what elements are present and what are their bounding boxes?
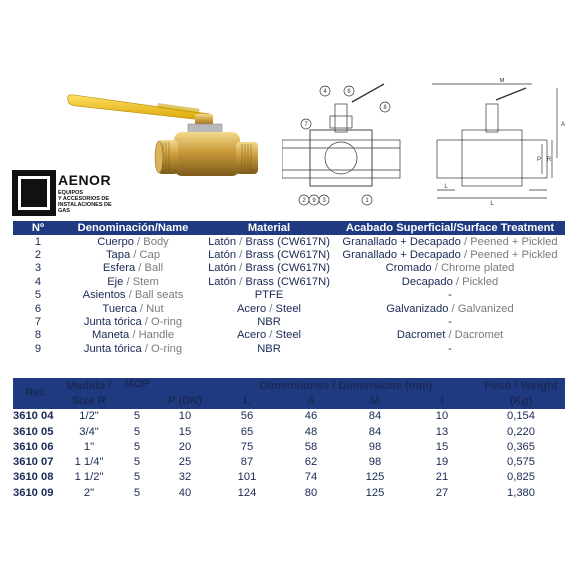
slash-separator: /	[129, 329, 139, 342]
material-es: Latón	[208, 235, 237, 248]
cell-M: 98	[368, 456, 382, 469]
part-name-en: Nut	[146, 302, 164, 315]
part-name-es: Eje	[107, 275, 124, 288]
cell-weight: 0,575	[507, 456, 535, 469]
part-name-es: Cuerpo	[97, 235, 134, 248]
cell-weight: 0,154	[507, 410, 535, 423]
cell-ref: 3610 05	[13, 425, 54, 438]
finish-en: Galvanized	[457, 302, 514, 315]
finish-es: Galvanizado	[386, 302, 449, 315]
finish-es: -	[448, 289, 452, 302]
cell-A: 58	[304, 440, 318, 453]
finish-es: -	[448, 316, 452, 329]
technical-drawing	[282, 78, 567, 208]
material-es: PTFE	[254, 289, 284, 302]
cell-l: 10	[435, 410, 449, 423]
header-l: l	[440, 394, 444, 407]
cell-M: 125	[365, 486, 385, 499]
cell-mop: 5	[133, 471, 141, 484]
cell-dn: 32	[178, 471, 192, 484]
cell-weight: 0,365	[507, 440, 535, 453]
row-number: 9	[34, 342, 42, 355]
part-name-es: Tapa	[105, 249, 131, 262]
material-en: Brass (CW617N)	[245, 262, 330, 275]
outline-view	[432, 78, 565, 207]
cell-A: 48	[304, 425, 318, 438]
slash-separator: /	[460, 249, 471, 262]
cell-mop: 5	[133, 456, 141, 469]
material-es: NBR	[257, 316, 281, 329]
cell-dn: 15	[178, 425, 192, 438]
slash-separator: /	[431, 262, 441, 275]
header-weight-2: (Kg)	[509, 394, 533, 407]
table-row	[13, 409, 565, 424]
svg-text:6: 6	[347, 89, 351, 95]
part-name-en: O-ring	[151, 342, 183, 355]
cell-M: 98	[368, 440, 382, 453]
cell-size: 1 1/4"	[74, 456, 104, 469]
part-name-en: Ball	[144, 262, 164, 275]
row-number: 7	[34, 316, 42, 329]
cell-weight: 1,380	[507, 486, 535, 499]
table-row	[13, 302, 565, 315]
materials-table-body	[13, 235, 565, 356]
finish-en: Dacromet	[454, 329, 504, 342]
svg-text:A: A	[560, 122, 566, 128]
part-name-es: Junta tórica	[83, 316, 142, 329]
logo-brand: AENOR	[58, 172, 112, 188]
slash-separator: /	[136, 302, 147, 315]
svg-text:8: 8	[383, 105, 387, 111]
table-row	[13, 315, 565, 328]
part-name-es: Asientos	[82, 289, 126, 302]
header-finish: Acabado Superficial/Surface Treatment	[345, 222, 555, 234]
cell-M: 125	[365, 471, 385, 484]
cell-size: 1"	[83, 440, 95, 453]
part-name-en: Ball seats	[134, 289, 184, 302]
part-name-es: Esfera	[102, 262, 136, 275]
cell-weight: 0,220	[507, 425, 535, 438]
table-row	[13, 485, 565, 500]
cell-L: 124	[237, 486, 257, 499]
cell-size: 2"	[83, 486, 95, 499]
cell-ref: 3610 08	[13, 471, 54, 484]
material-es: Acero	[236, 329, 267, 342]
slash-separator: /	[266, 329, 276, 342]
cell-dn: 25	[178, 456, 192, 469]
header-material: Material	[247, 222, 291, 234]
cell-L: 87	[240, 456, 254, 469]
part-name-en: Cap	[139, 249, 161, 262]
header-size-2: Size R	[72, 394, 106, 407]
part-name-es: Tuerca	[102, 302, 137, 315]
row-number: 2	[34, 249, 42, 262]
finish-es: Cromado	[385, 262, 432, 275]
header-dimensions: Dimensiones / Dimensions (mm)	[259, 379, 433, 392]
slash-separator: /	[141, 316, 152, 329]
part-name-en: Stem	[132, 275, 159, 288]
slash-separator: /	[236, 235, 246, 248]
svg-text:7: 7	[304, 122, 308, 128]
slash-separator: /	[133, 235, 144, 248]
table-row	[13, 329, 565, 342]
cell-dn: 40	[178, 486, 192, 499]
slash-separator: /	[236, 275, 246, 288]
header-M: M	[370, 394, 380, 407]
cell-A: 74	[304, 471, 318, 484]
cell-L: 56	[240, 410, 254, 423]
cell-ref: 3610 06	[13, 440, 54, 453]
svg-text:4: 4	[323, 89, 327, 95]
materials-table	[13, 221, 565, 356]
material-es: NBR	[257, 342, 281, 355]
material-en: Steel	[275, 329, 302, 342]
svg-text:2: 2	[302, 198, 306, 204]
cell-size: 1 1/2"	[74, 471, 104, 484]
table-row	[13, 439, 565, 454]
finish-es: Granallado + Decapado	[342, 249, 461, 262]
cell-ref: 3610 09	[13, 486, 54, 499]
finish-es: Dacromet	[396, 329, 446, 342]
part-name-en: Body	[143, 235, 169, 248]
material-es: Acero	[236, 302, 267, 315]
svg-text:L: L	[490, 201, 494, 207]
header-weight-1: Peso / Weight	[484, 379, 558, 392]
cell-L: 75	[240, 440, 254, 453]
table-row	[13, 275, 565, 288]
finish-en: Pickled	[462, 275, 499, 288]
header-mop: MOP	[124, 378, 150, 390]
material-en: Brass (CW617N)	[245, 249, 330, 262]
cell-mop: 5	[133, 486, 141, 499]
svg-text:1: 1	[365, 198, 369, 204]
cell-l: 15	[435, 440, 449, 453]
row-number: 1	[34, 235, 42, 248]
row-number: 4	[34, 275, 42, 288]
header-dn: P (DN)	[168, 394, 202, 407]
cell-A: 62	[304, 456, 318, 469]
svg-text:R: R	[546, 157, 552, 163]
row-number: 5	[34, 289, 42, 302]
slash-separator: /	[135, 262, 145, 275]
header-L: L	[243, 394, 251, 407]
cell-dn: 10	[178, 410, 192, 423]
materials-header-row	[13, 221, 565, 235]
svg-text:3: 3	[322, 198, 326, 204]
logo-sub-2: Y ACCESORIOS DE	[58, 196, 110, 202]
aenor-mark-icon	[12, 170, 56, 216]
finish-es: -	[448, 342, 452, 355]
finish-en: Chrome plated	[440, 262, 515, 275]
cell-l: 13	[435, 425, 449, 438]
dimensions-header-row-1	[13, 378, 565, 393]
slash-separator: /	[236, 262, 246, 275]
logo-sub-3: INSTALACIONES DE GAS	[58, 202, 112, 214]
cell-mop: 5	[133, 410, 141, 423]
dimensions-header-row-2	[13, 393, 565, 408]
table-row	[13, 424, 565, 439]
header-size-1: Medida /	[66, 379, 112, 392]
slash-separator: /	[452, 275, 463, 288]
table-row	[13, 262, 565, 275]
dimensions-table-body	[13, 409, 565, 501]
slash-separator: /	[125, 289, 135, 302]
table-row	[13, 289, 565, 302]
cell-l: 27	[435, 486, 449, 499]
cell-ref: 3610 04	[13, 410, 54, 423]
header-A: A	[306, 394, 316, 407]
cell-M: 84	[368, 410, 382, 423]
cell-l: 19	[435, 456, 449, 469]
slash-separator: /	[460, 235, 471, 248]
cell-l: 21	[435, 471, 449, 484]
slash-separator: /	[130, 249, 140, 262]
svg-text:9: 9	[312, 198, 316, 204]
cell-size: 1/2"	[79, 410, 99, 423]
cell-L: 65	[240, 425, 254, 438]
dimensions-table	[13, 378, 565, 500]
row-number: 6	[34, 302, 42, 315]
material-es: Latón	[208, 249, 237, 262]
material-es: Latón	[208, 275, 237, 288]
header-name: Denominación/Name	[77, 222, 189, 234]
header-num: Nº	[31, 222, 45, 234]
finish-en: Peened + Pickled	[470, 235, 558, 248]
cell-size: 3/4"	[79, 425, 99, 438]
table-row	[13, 248, 565, 261]
slash-separator: /	[236, 249, 246, 262]
svg-text:M: M	[499, 78, 505, 84]
cell-weight: 0,825	[507, 471, 535, 484]
cell-A: 46	[304, 410, 318, 423]
part-name-es: Maneta	[91, 329, 130, 342]
row-number: 8	[34, 329, 42, 342]
table-row	[13, 470, 565, 485]
cell-L: 101	[237, 471, 257, 484]
table-row	[13, 235, 565, 248]
cell-dn: 20	[178, 440, 192, 453]
slash-separator: /	[448, 302, 458, 315]
table-row	[13, 342, 565, 355]
finish-es: Decapado	[401, 275, 453, 288]
slash-separator: /	[141, 342, 152, 355]
svg-text:P: P	[536, 157, 542, 163]
material-es: Latón	[208, 262, 237, 275]
cross-section-view	[282, 84, 400, 205]
finish-en: Peened + Pickled	[470, 249, 558, 262]
table-row	[13, 454, 565, 469]
row-number: 3	[34, 262, 42, 275]
part-name-es: Junta tórica	[83, 342, 142, 355]
header-ref: Ref.	[25, 387, 47, 400]
aenor-certification-logo	[12, 170, 122, 216]
material-en: Steel	[275, 302, 302, 315]
cell-mop: 5	[133, 425, 141, 438]
slash-separator: /	[123, 275, 133, 288]
part-name-en: Handle	[138, 329, 175, 342]
cell-ref: 3610 07	[13, 456, 54, 469]
cell-M: 84	[368, 425, 382, 438]
slash-separator: /	[445, 329, 455, 342]
svg-text:L: L	[444, 184, 448, 190]
material-en: Brass (CW617N)	[245, 235, 330, 248]
logo-sub-1: EQUIPOS	[58, 190, 84, 196]
material-en: Brass (CW617N)	[245, 275, 330, 288]
cell-A: 80	[304, 486, 318, 499]
part-name-en: O-ring	[151, 316, 183, 329]
cell-mop: 5	[133, 440, 141, 453]
finish-es: Granallado + Decapado	[342, 235, 461, 248]
slash-separator: /	[266, 302, 276, 315]
